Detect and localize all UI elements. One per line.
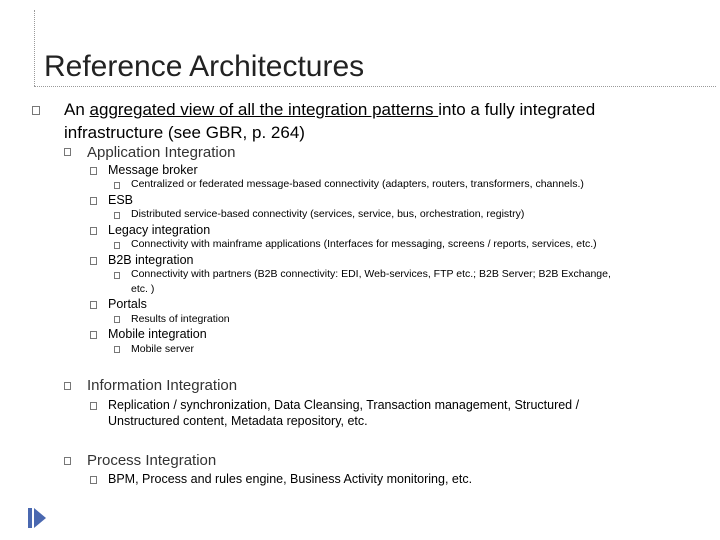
bullet-icon [114,346,120,353]
intro-line-2: infrastructure (see GBR, p. 264) [64,123,305,142]
desc-portals: Results of integration [131,313,230,325]
bullet-icon [90,227,97,235]
bullet-icon [90,257,97,265]
desc-b2b-integration-cont: etc. ) [131,283,155,295]
intro-text-cont: into a fully integrated [438,100,596,119]
desc-b2b-integration: Connectivity with partners (B2B connectivity: EDI, Web-services, FTP etc.; B2B Server; B2B Exchange, [131,268,611,280]
desc-information-integration: Replication / synchronization, Data Cleansing, Transaction management, Structured / [108,398,580,412]
item-b2b-integration: B2B integration [108,253,194,267]
desc-mobile-integration: Mobile server [131,343,195,355]
bullet-icon [90,167,97,175]
intro-line-1 [64,100,595,120]
bullet-icon [64,148,71,156]
bullet-icon [114,182,120,189]
bullet-icon [114,242,120,249]
bullet-icon [32,106,40,115]
item-mobile-integration: Mobile integration [108,327,207,341]
desc-message-broker: Centralized or federated message-based connectivity (adapters, routers, transformers, channels.) [131,178,584,190]
desc-information-integration-cont: Unstructured content, Metadata repository, etc. [108,414,368,428]
desc-legacy-integration: Connectivity with mainframe applications (Interfaces for messaging, screens / reports, services, etc.) [131,238,597,250]
desc-esb: Distributed service-based connectivity (services, service, bus, orchestration, registry) [131,208,525,220]
bullet-icon [90,197,97,205]
bullet-icon [90,402,97,410]
item-legacy-integration: Legacy integration [108,223,211,237]
item-esb: ESB [108,193,134,207]
item-message-broker: Message broker [108,163,198,177]
bullet-icon [114,272,120,279]
bullet-icon [114,316,120,323]
intro-text: An [64,100,90,119]
bullet-icon [64,457,71,465]
title-vertical-rule [34,10,35,86]
section-process-integration: Process Integration [87,452,217,469]
bullet-icon [64,382,71,390]
title-divider [34,86,716,87]
bullet-icon [90,476,97,484]
item-portals: Portals [108,297,147,311]
bullet-icon [90,331,97,339]
desc-process-integration: BPM, Process and rules engine, Business Activity monitoring, etc. [108,472,473,486]
page-title: Reference Architectures [44,50,365,83]
section-application-integration: Application Integration [87,144,236,161]
slide-nav-icon[interactable] [28,506,50,530]
intro-underlined-text: aggregated view of all the integration patterns [89,100,439,119]
bullet-icon [114,212,120,219]
bullet-icon [90,301,97,309]
section-information-integration: Information Integration [87,377,238,394]
